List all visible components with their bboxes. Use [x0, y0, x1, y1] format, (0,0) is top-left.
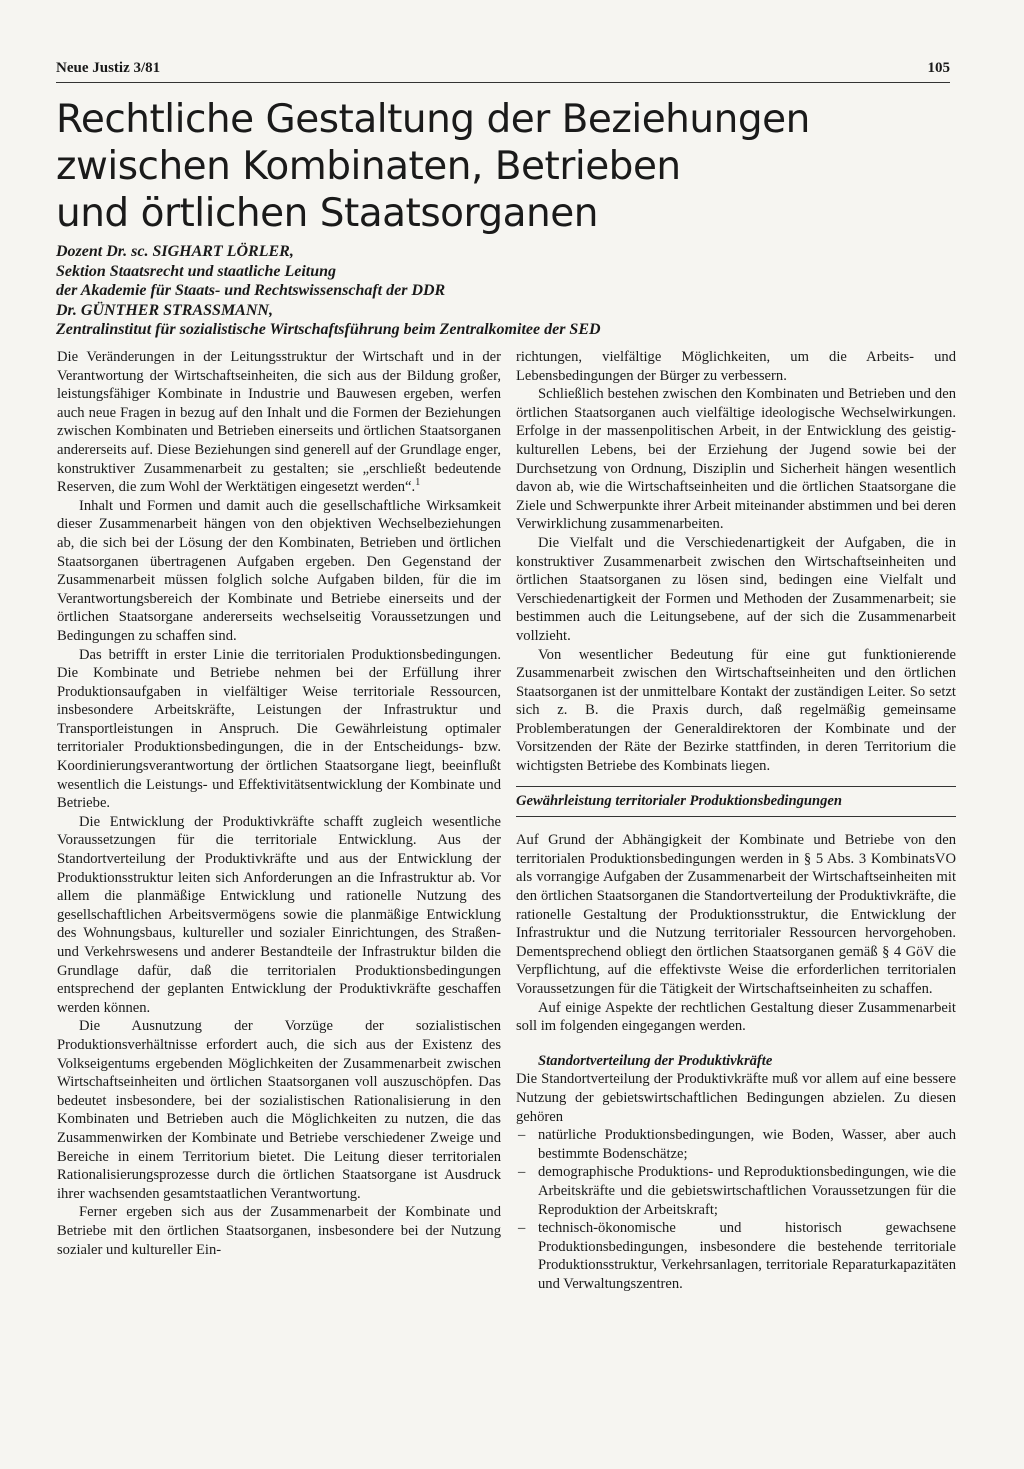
running-header [56, 60, 950, 83]
page-number: 105 [927, 60, 950, 76]
list-item: – natürliche Produktionsbedingungen, wie Boden, Wasser, aber auch bestimmte Bodenschätze; [516, 1126, 956, 1163]
left-column [57, 348, 501, 1259]
paragraph: Auf Grund der Abhängigkeit der Kombinate und Betriebe von den territorialen Produktionsbedingungen werden in § 5 Abs. 3 KombinatsVO als vorrangige Aufgaben der Zusammenarbeit der Wirtschaftseinheiten mit den örtlichen Staatsorganen die Standortverteilung der Produktivkräfte, die rationelle Gestaltung der Produktionsstruktur, die Entwicklung der Infrastruktur und die Nutzung territorialer Ressourcen hervorgehoben. Dementsprechend obliegt den örtlichen Staatsorganen gemäß § 4 GöV die Verpflichtung, auf die effektivste Weise die erforderlichen territorialen Voraussetzungen für die Tätigkeit der Wirtschaftseinheiten zu schaffen. [516, 832, 956, 997]
paragraph: Auf einige Aspekte der rechtlichen Gestaltung dieser Zusammenarbeit soll im folgenden eingegangen werden. [516, 999, 956, 1035]
right-column [516, 348, 956, 1294]
paragraph: Die Standortverteilung der Produktivkräfte muß vor allem auf eine bessere Nutzung der gebietswirtschaftlichen Bedingungen abzielen. Zu diesen gehören [516, 1071, 956, 1125]
paragraph: Die Ausnutzung der Vorzüge der sozialistischen Produktionsverhältnisse erfordert auch, die sich aus der Existenz des Volkseigentums ergebenden Möglichkeiten der Zusammenarbeit zwischen Wirtschaftseinheiten und örtlichen Staatsorganen voll auszuschöpfen. Das bedeutet insbesondere, bei der sozialistischen Rationalisierung in den Kombinaten und Betrieben auch die Möglichkeiten zu nutzen, die das Zusammenwirken der Kombinate und Betriebe verschiedener Zweige und Bereiche in einem Territorium bietet. Die Leitung dieser territorialen Rationalisierungsprozesse durch die örtlichen Staatsorgane ist Ausdruck ihrer wachsenden gesamtstaatlichen Verantwortung. [57, 1018, 501, 1202]
author-line: Zentralinstitut für sozialistische Wirtschaftsführung beim Zentralkomitee der SED [56, 321, 601, 338]
paragraph: Von wesentlicher Bedeutung für eine gut funktionierende Zusammenarbeit zwischen den Wirtschaftseinheiten und den örtlichen Staatsorganen ist der unmittelbare Kontakt der zuständigen Leiter. So setzt sich z. B. die Praxis durch, daß regelmäßig gemeinsame Problemberatungen der Generaldirektoren der Kombinate und der Vorsitzenden der Räte der Bezirke stattfinden, in deren Territorium die wichtigsten Betriebe des Kombinats liegen. [516, 646, 956, 775]
title-line: Rechtliche Gestaltung der Beziehungen [56, 97, 810, 142]
paragraph: Das betrifft in erster Linie die territorialen Produktionsbedingungen. Die Kombinate und Betriebe nehmen bei der Erfüllung ihrer Produktionsaufgaben in vielfältiger Weise territoriale Ressourcen, insbesondere Arbeitskräfte, Leistungen der Infrastruktur und Transportleistungen in Anspruch. Die Gewährleistung optimaler territorialer Produktionsbedingungen, die in der Entscheidungs- bzw. Koordinierungsverantwortung der örtlichen Staatsorgane liegt, beeinflußt wesentlich die Leistungs- und Effektivitätsentwicklung der Kombinate und Betriebe. [57, 646, 501, 812]
journal-issue: Neue Justiz 3/81 [56, 60, 161, 76]
paragraph-text: Die Veränderungen in der Leitungsstruktur der Wirtschaft und in der Verantwortung der Wirtschaftseinheiten, die sich aus der Bildung großer, leistungsfähiger Kombinate in Industrie und Bauwesen ergeben, werfen auch neue Fragen in bezug auf den Inhalt und die Formen der Beziehungen zwischen Kombinaten und Betrieben einerseits und örtlichen Staatsorganen andererseits auf. Diese Beziehungen sind generell auf der Grundlage enger, konstruktiver Zusammenarbeit zu gestalten; sie „erschließt bedeutende Reserven, die zum Wohl der Werktätigen eingesetzt werden“. [57, 349, 501, 496]
list-item: – demographische Produktions- und Reproduktionsbedingungen, wie die Arbeitskräfte und die gebietswirtschaftlichen Voraussetzungen für die Reproduktion der Arbeitskraft; [516, 1163, 956, 1219]
sub-heading: Standortverteilung der Produktivkräfte [538, 1052, 773, 1069]
paragraph: Die Vielfalt und die Verschiedenartigkeit der Aufgaben, die in konstruktiver Zusammenarbeit zwischen den Wirtschaftseinheiten und örtlichen Staatsorganen zu lösen sind, bedingen eine Vielfalt und Verschiedenartigkeit der Formen und Methoden der Zusammenarbeit; sie bestimmen auch die Leitungsebene, auf der sich die Zusammenarbeit vollzieht. [516, 534, 956, 644]
paragraph: Inhalt und Formen und damit auch die gesellschaftliche Wirksamkeit dieser Zusammenarbeit hängen von den objektiven Wechselbeziehungen ab, die sich bei der Lösung der den Kombinaten, Betrieben und örtlichen Staatsorganen übertragenen Aufgaben ergeben. Den Gegenstand der Zusammenarbeit müssen folglich solche Aufgaben bilden, für die im Verantwortungsbereich der Kombinate und Betriebe einerseits und der örtlichen Staatsorgane andererseits wechselseitig Voraussetzungen und Bedingungen zu schaffen sind. [57, 497, 501, 644]
paragraph [57, 348, 501, 497]
title-line: und örtlichen Staatsorganen [56, 191, 598, 236]
section-heading: Gewährleistung territorialer Produktionsbedingungen [516, 786, 956, 818]
list-item: – technisch-ökonomische und historisch gewachsene Produktionsbedingungen, insbesondere die bestehende territoriale Produktionsstruktur, Verkehrsanlagen, territoriale Reparaturkapazitäten und Verwaltungszentren. [516, 1219, 956, 1293]
author-line: Sektion Staatsrecht und staatliche Leitung [56, 262, 337, 280]
paragraph: Die Entwicklung der Produktivkräfte schafft zugleich wesentliche Voraussetzungen für die territoriale Entwicklung. Aus der Standortverteilung der Produktivkräfte und aus der Entwicklung der Produktionsstruktur leiten sich Anforderungen an die Infrastruktur ab. Vor allem die planmäßige Entwicklung und rationelle Nutzung des gesellschaftlichen Arbeitsvermögens sowie die planmäßige Entwicklung des Wohnungsbaus, kultureller und sozialer Einrichtungen, des Straßen- und Verkehrswesens und anderer Bestandteile der Infrastruktur bilden die Grundlage dafür, daß die territorialen Produktionsbedingungen entsprechend der geplanten Entwicklung der Produktivkräfte geschaffen werden können. [57, 813, 501, 1016]
bullet-list [516, 1126, 956, 1293]
author-line: Dozent Dr. sc. SIGHART LÖRLER, [56, 243, 294, 260]
author-line: der Akademie für Staats- und Rechtswissenschaft der DDR [56, 282, 446, 299]
paragraph: Schließlich bestehen zwischen den Kombinaten und Betrieben und den örtlichen Staatsorganen auch vielfältige ideologische Wechselwirkungen. Erfolge in der massenpolitischen Arbeit, in der Entwicklung des geistig-kulturellen Lebens, bei der Erziehung der Jugend sowie bei der Durchsetzung von Ordnung, Disziplin und Sicherheit hängen wesentlich davon ab, wie die Wirtschaftseinheiten und die örtlichen Staatsorgane die Ziele und Schwerpunkte ihrer Arbeit miteinander abstimmen und bei deren Verwirklichung zusammenarbeiten. [516, 386, 956, 533]
title-line: zwischen Kombinaten, Betrieben [56, 144, 681, 189]
footnote-reference: 1 [415, 477, 421, 489]
author-block [56, 242, 956, 340]
article-title [56, 96, 956, 237]
author-line: Dr. GÜNTHER STRASSMANN, [56, 301, 273, 319]
paragraph: Ferner ergeben sich aus der Zusammenarbeit der Kombinate und Betriebe mit den örtlichen Staatsorganen, insbesondere bei der Nutzung sozialer und kultureller Ein- [57, 1204, 501, 1258]
paragraph: richtungen, vielfältige Möglichkeiten, um die Arbeits- und Lebensbedingungen der Bürger zu verbessern. [516, 349, 956, 384]
